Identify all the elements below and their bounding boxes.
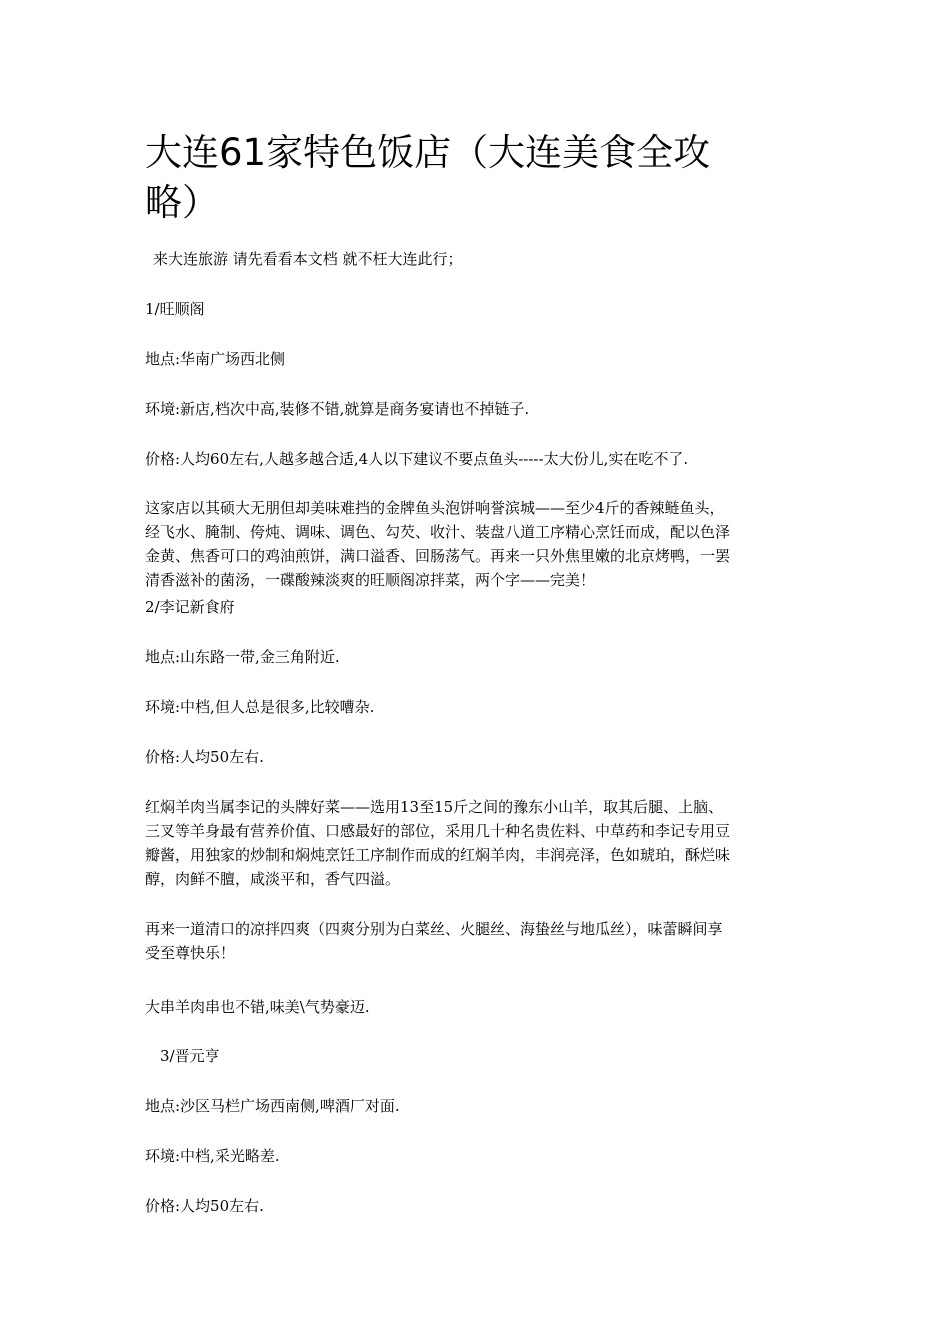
restaurant-2-more-line-2: 受至尊快乐！ [145, 944, 236, 962]
restaurant-2-location: 地点:山东路一带,金三角附近. [145, 648, 340, 666]
restaurant-3-location: 地点:沙区马栏广场西南侧,啤酒厂对面. [145, 1097, 400, 1115]
restaurant-1-desc-line-4: 清香滋补的菌汤，一碟酸辣淡爽的旺顺阁凉拌菜，两个字——完美！ [145, 571, 596, 589]
restaurant-1-name: 1/旺顺阁 [145, 300, 205, 318]
restaurant-1-environment: 环境:新店,档次中高,装修不错,就算是商务宴请也不掉链子. [145, 400, 530, 418]
restaurant-1-desc-line-1: 这家店以其硕大无朋但却美味难挡的金牌鱼头泡饼响誉滨城——至少4斤的香辣鲢鱼头， [145, 499, 725, 517]
restaurant-1-price: 价格:人均60左右,人越多越合适,4人以下建议不要点鱼头-----太大份儿,实在吃不了. [145, 450, 689, 468]
restaurant-2-desc-line-2: 三叉等羊身最有营养价值、口感最好的部位，采用几十种名贵佐料、中草药和李记专用豆 [145, 822, 731, 840]
restaurant-2-name: 2/李记新食府 [145, 598, 235, 616]
restaurant-2-extra: 大串羊肉串也不错,味美\气势豪迈. [145, 998, 370, 1016]
restaurant-2-desc-line-4: 醇，肉鲜不膻，咸淡平和，香气四溢。 [145, 870, 401, 888]
title-line-2: 略） [145, 181, 219, 224]
restaurant-1-desc-line-3: 金黄、焦香可口的鸡油煎饼，满口溢香、回肠荡气。再来一只外焦里嫩的北京烤鸭，一罢 [145, 547, 731, 565]
title-line-1: 大连61家特色饭店（大连美食全攻 [145, 131, 711, 174]
restaurant-2-price: 价格:人均50左右. [145, 748, 264, 766]
document-title [145, 128, 745, 228]
restaurant-3-environment: 环境:中档,采光略差. [145, 1147, 280, 1165]
restaurant-1-desc-line-2: 经飞水、腌制、侉炖、调味、调色、勾芡、收汁、装盘八道工序精心烹饪而成，配以色泽 [145, 523, 731, 541]
restaurant-2-desc-line-3: 瓣酱，用独家的炒制和焖炖烹饪工序制作而成的红焖羊肉，丰润亮泽，色如琥珀，酥烂味 [145, 846, 731, 864]
restaurant-2-environment: 环境:中档,但人总是很多,比较嘈杂. [145, 698, 375, 716]
restaurant-3-name: 3/晋元亨 [160, 1047, 220, 1065]
restaurant-1-location: 地点:华南广场西北侧 [145, 350, 286, 368]
restaurant-2-desc-line-1: 红焖羊肉当属李记的头牌好菜——选用13至15斤之间的豫东小山羊，取其后腿、上脑、 [145, 798, 724, 816]
intro-text: 来大连旅游 请先看看本文档 就不枉大连此行； [153, 250, 463, 268]
restaurant-2-more-line-1: 再来一道清口的凉拌四爽（四爽分别为白菜丝、火腿丝、海蛰丝与地瓜丝），味蕾瞬间享 [145, 920, 723, 938]
restaurant-3-price: 价格:人均50左右. [145, 1197, 264, 1215]
